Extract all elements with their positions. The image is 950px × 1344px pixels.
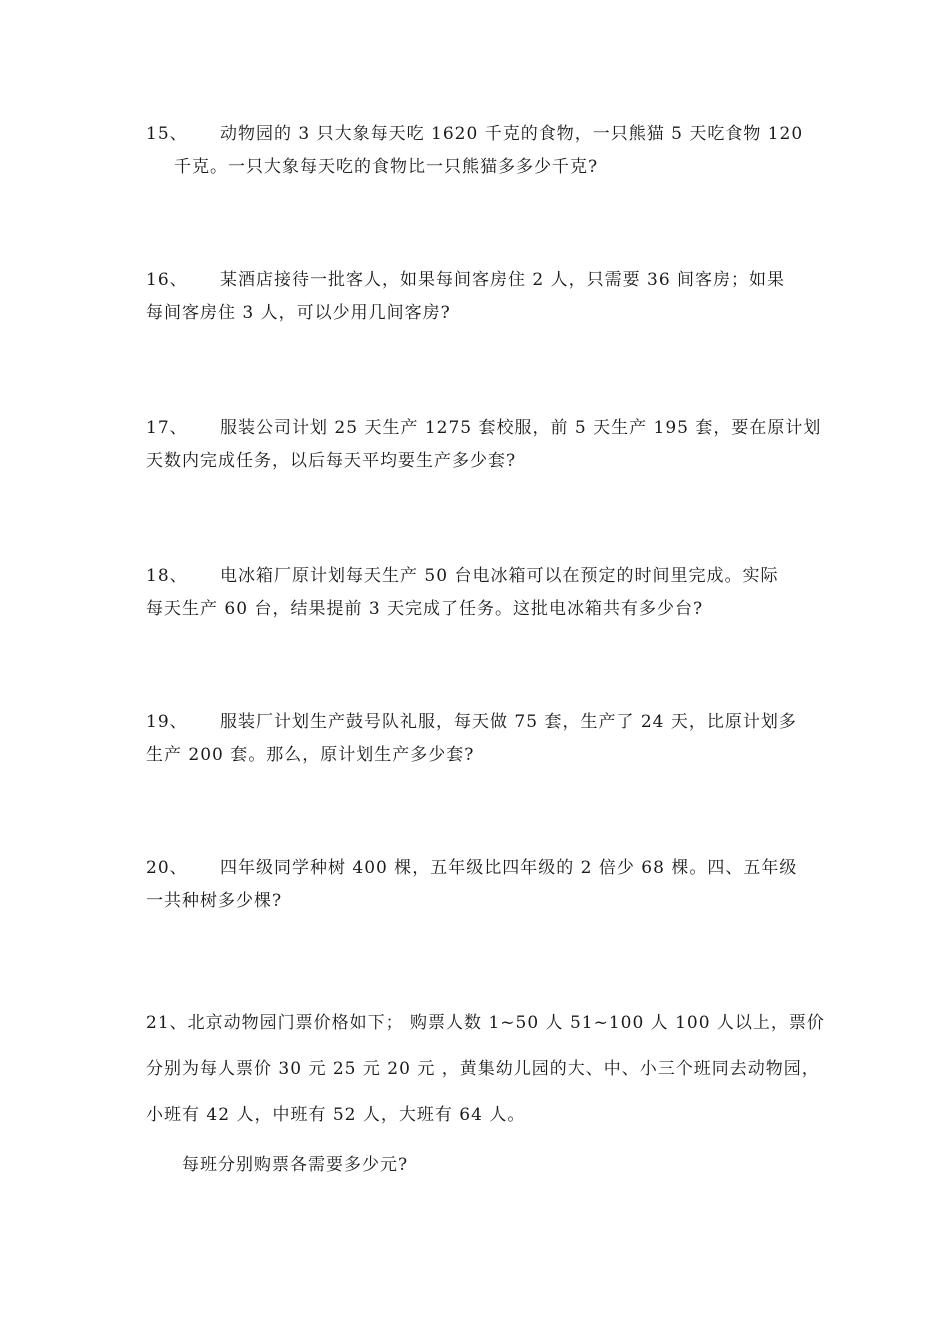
problem-text: 北京动物园门票价格如下； 购票人数 1~50 人 51~100 人 100 人以上，票价 [187,1013,825,1033]
problem-text: 某酒店接待一批客人，如果每间客房住 2 人，只需要 36 间客房；如果 [220,270,786,290]
problem-text: 四年级同学种树 400 棵，五年级比四年级的 2 倍少 68 棵。四、五年级 [220,858,798,878]
problem-text: 动物园的 3 只大象每天吃 1620 千克的食物，一只熊猫 5 天吃食物 120 [220,124,804,144]
problem-line [146,560,816,593]
problem-21 [146,1000,825,1188]
problem-text: 服装厂计划生产鼓号队礼服，每天做 75 套，生产了 24 天，比原计划多 [220,712,797,732]
problem-text-continued: 每天生产 60 台，结果提前 3 天完成了任务。这批电冰箱共有多少台? [146,599,704,619]
problem-text-continued: 一共种树多少棵? [146,891,283,911]
problem-text-continued: 分别为每人票价 30 元 25 元 20 元 ，黄集幼儿园的大、中、小三个班同去动物园， [146,1059,820,1079]
problem-line [146,1000,825,1046]
problem-text-continued: 每间客房住 3 人，可以少用几间客房? [146,303,451,323]
problem-19 [146,706,816,772]
problem-18 [146,560,816,626]
problem-line [146,706,816,739]
problem-line [146,412,822,445]
problem-number: 20、 [146,858,188,878]
problem-text-continued: 千克。一只大象每天吃的食物比一只熊猫多多少千克? [174,157,599,177]
problem-text: 电冰箱厂原计划每天生产 50 台电冰箱可以在预定的时间里完成。实际 [220,566,779,586]
problem-17 [146,412,822,478]
problem-16 [146,264,816,330]
problem-text-continued: 天数内完成任务，以后每天平均要生产多少套? [146,451,517,471]
problem-text: 服装公司计划 25 天生产 1275 套校服，前 5 天生产 195 套，要在原计划 [220,418,822,438]
problem-line [146,852,816,885]
problem-number: 21、 [146,1013,188,1033]
problem-text-continued: 生产 200 套。那么，原计划生产多少套? [146,745,475,765]
problem-text-continued: 小班有 42 人，中班有 52 人，大班有 64 人。 [146,1105,526,1125]
problem-15 [146,118,816,184]
problem-line [146,264,816,297]
problem-number: 19、 [146,712,188,732]
problem-number: 15、 [146,124,188,144]
problem-number: 18、 [146,566,188,586]
problem-number: 17、 [146,418,188,438]
problem-question: 每班分别购票各需要多少元? [182,1155,409,1175]
problem-line [146,118,816,151]
problem-20 [146,852,816,918]
problem-number: 16、 [146,270,188,290]
